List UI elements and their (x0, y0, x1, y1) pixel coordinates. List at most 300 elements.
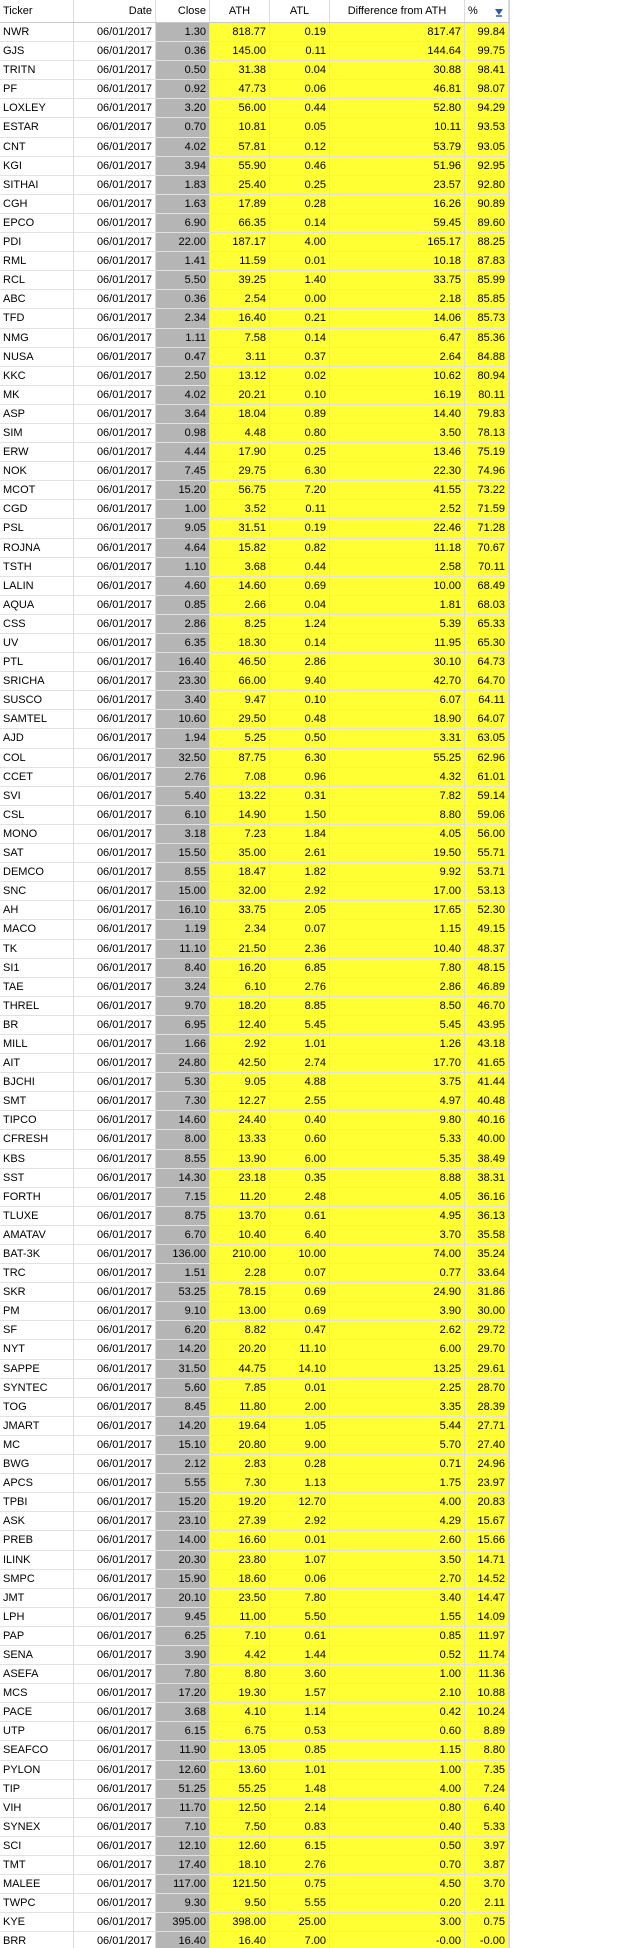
cell-date[interactable]: 06/01/2017 (74, 1111, 156, 1129)
cell-pct[interactable]: -0.00 (465, 1932, 509, 1948)
cell-atl[interactable]: 0.50 (270, 729, 330, 747)
cell-diff[interactable]: 9.80 (330, 1111, 465, 1129)
cell-ticker[interactable]: ERW (0, 443, 74, 461)
cell-ath[interactable]: 33.75 (210, 901, 270, 919)
table-row[interactable] (0, 539, 509, 558)
cell-ath[interactable]: 8.80 (210, 1665, 270, 1683)
cell-ath[interactable]: 24.40 (210, 1111, 270, 1129)
cell-close[interactable]: 0.85 (156, 596, 210, 614)
cell-date[interactable]: 06/01/2017 (74, 195, 156, 213)
table-row[interactable] (0, 1703, 509, 1722)
cell-atl[interactable]: 1.07 (270, 1551, 330, 1569)
cell-diff[interactable]: 817.47 (330, 23, 465, 41)
table-row[interactable] (0, 348, 509, 367)
cell-ath[interactable]: 2.92 (210, 1035, 270, 1053)
table-row[interactable] (0, 959, 509, 978)
cell-pct[interactable]: 59.06 (465, 806, 509, 824)
cell-date[interactable]: 06/01/2017 (74, 1169, 156, 1187)
cell-diff[interactable]: 19.50 (330, 844, 465, 862)
cell-ticker[interactable]: NYT (0, 1340, 74, 1358)
cell-pct[interactable]: 65.30 (465, 634, 509, 652)
cell-atl[interactable]: 7.20 (270, 481, 330, 499)
cell-date[interactable]: 06/01/2017 (74, 1130, 156, 1148)
cell-date[interactable]: 06/01/2017 (74, 1627, 156, 1645)
cell-close[interactable]: 4.02 (156, 138, 210, 156)
cell-pct[interactable]: 61.01 (465, 768, 509, 786)
table-row[interactable] (0, 367, 509, 386)
cell-pct[interactable]: 92.80 (465, 176, 509, 194)
cell-ath[interactable]: 15.82 (210, 539, 270, 557)
cell-diff[interactable]: 1.55 (330, 1608, 465, 1626)
cell-close[interactable]: 1.66 (156, 1035, 210, 1053)
cell-atl[interactable]: 1.48 (270, 1780, 330, 1798)
cell-date[interactable]: 06/01/2017 (74, 1761, 156, 1779)
cell-ticker[interactable]: VIH (0, 1799, 74, 1817)
cell-diff[interactable]: 8.80 (330, 806, 465, 824)
cell-close[interactable]: 9.05 (156, 519, 210, 537)
cell-ticker[interactable]: MONO (0, 825, 74, 843)
cell-ath[interactable]: 66.35 (210, 214, 270, 232)
cell-atl[interactable]: 6.30 (270, 749, 330, 767)
cell-date[interactable]: 06/01/2017 (74, 157, 156, 175)
cell-ticker[interactable]: TPBI (0, 1493, 74, 1511)
cell-pct[interactable]: 48.15 (465, 959, 509, 977)
cell-date[interactable]: 06/01/2017 (74, 1035, 156, 1053)
cell-diff[interactable]: 18.90 (330, 710, 465, 728)
cell-diff[interactable]: 1.00 (330, 1665, 465, 1683)
cell-close[interactable]: 53.25 (156, 1283, 210, 1301)
cell-date[interactable]: 06/01/2017 (74, 749, 156, 767)
cell-close[interactable]: 1.94 (156, 729, 210, 747)
cell-close[interactable]: 4.02 (156, 386, 210, 404)
table-row[interactable] (0, 710, 509, 729)
cell-ticker[interactable]: ASP (0, 405, 74, 423)
cell-atl[interactable]: 0.46 (270, 157, 330, 175)
cell-ticker[interactable]: CCET (0, 768, 74, 786)
cell-atl[interactable]: 0.06 (270, 1570, 330, 1588)
cell-ticker[interactable]: AQUA (0, 596, 74, 614)
cell-close[interactable]: 12.10 (156, 1837, 210, 1855)
cell-atl[interactable]: 1.84 (270, 825, 330, 843)
cell-pct[interactable]: 84.88 (465, 348, 509, 366)
cell-ticker[interactable]: SNC (0, 882, 74, 900)
cell-pct[interactable]: 28.39 (465, 1398, 509, 1416)
cell-close[interactable]: 11.70 (156, 1799, 210, 1817)
table-row[interactable] (0, 1436, 509, 1455)
cell-ath[interactable]: 121.50 (210, 1875, 270, 1893)
cell-ath[interactable]: 18.10 (210, 1856, 270, 1874)
cell-atl[interactable]: 0.07 (270, 920, 330, 938)
cell-close[interactable]: 11.90 (156, 1741, 210, 1759)
cell-ticker[interactable]: SCI (0, 1837, 74, 1855)
cell-pct[interactable]: 52.30 (465, 901, 509, 919)
cell-pct[interactable]: 68.03 (465, 596, 509, 614)
cell-date[interactable]: 06/01/2017 (74, 959, 156, 977)
cell-atl[interactable]: 6.85 (270, 959, 330, 977)
cell-date[interactable]: 06/01/2017 (74, 1665, 156, 1683)
cell-ticker[interactable]: SIM (0, 424, 74, 442)
cell-ticker[interactable]: SI1 (0, 959, 74, 977)
cell-pct[interactable]: 15.66 (465, 1531, 509, 1549)
cell-ticker[interactable]: NOK (0, 462, 74, 480)
cell-ticker[interactable]: LPH (0, 1608, 74, 1626)
cell-pct[interactable]: 40.00 (465, 1130, 509, 1148)
cell-ticker[interactable]: TRITN (0, 61, 74, 79)
cell-close[interactable]: 16.10 (156, 901, 210, 919)
table-row[interactable] (0, 138, 509, 157)
cell-ticker[interactable]: CSL (0, 806, 74, 824)
cell-atl[interactable]: 0.04 (270, 596, 330, 614)
cell-diff[interactable]: 1.15 (330, 920, 465, 938)
cell-date[interactable]: 06/01/2017 (74, 634, 156, 652)
cell-atl[interactable]: 1.13 (270, 1474, 330, 1492)
table-row[interactable] (0, 1340, 509, 1359)
table-row[interactable] (0, 1665, 509, 1684)
table-row[interactable] (0, 1493, 509, 1512)
cell-ticker[interactable]: TOG (0, 1398, 74, 1416)
cell-ticker[interactable]: KYE (0, 1913, 74, 1931)
table-row[interactable] (0, 61, 509, 80)
cell-close[interactable]: 395.00 (156, 1913, 210, 1931)
cell-ath[interactable]: 10.81 (210, 118, 270, 136)
cell-atl[interactable]: 1.05 (270, 1417, 330, 1435)
cell-ticker[interactable]: SENA (0, 1646, 74, 1664)
cell-ath[interactable]: 145.00 (210, 42, 270, 60)
cell-date[interactable]: 06/01/2017 (74, 1837, 156, 1855)
cell-pct[interactable]: 6.40 (465, 1799, 509, 1817)
cell-date[interactable]: 06/01/2017 (74, 1894, 156, 1912)
cell-pct[interactable]: 14.71 (465, 1551, 509, 1569)
cell-ticker[interactable]: CFRESH (0, 1130, 74, 1148)
cell-atl[interactable]: 1.01 (270, 1035, 330, 1053)
cell-close[interactable]: 8.40 (156, 959, 210, 977)
cell-ath[interactable]: 9.05 (210, 1073, 270, 1091)
cell-ath[interactable]: 87.75 (210, 749, 270, 767)
cell-pct[interactable]: 8.80 (465, 1741, 509, 1759)
cell-ticker[interactable]: MCOT (0, 481, 74, 499)
table-row[interactable] (0, 1608, 509, 1627)
table-row[interactable] (0, 768, 509, 787)
cell-pct[interactable]: 7.35 (465, 1761, 509, 1779)
cell-diff[interactable]: 46.81 (330, 80, 465, 98)
cell-close[interactable]: 4.44 (156, 443, 210, 461)
cell-close[interactable]: 1.63 (156, 195, 210, 213)
cell-diff[interactable]: 6.00 (330, 1340, 465, 1358)
cell-ticker[interactable]: TIP (0, 1780, 74, 1798)
cell-pct[interactable]: 3.97 (465, 1837, 509, 1855)
cell-ticker[interactable]: AMATAV (0, 1226, 74, 1244)
table-row[interactable] (0, 691, 509, 710)
header-close[interactable]: Close (156, 0, 210, 22)
cell-close[interactable]: 1.30 (156, 23, 210, 41)
table-row[interactable] (0, 1932, 509, 1948)
cell-pct[interactable]: 93.53 (465, 118, 509, 136)
cell-date[interactable]: 06/01/2017 (74, 61, 156, 79)
cell-atl[interactable]: 6.30 (270, 462, 330, 480)
cell-ath[interactable]: 3.52 (210, 500, 270, 518)
cell-diff[interactable]: 7.80 (330, 959, 465, 977)
cell-ticker[interactable]: JMART (0, 1417, 74, 1435)
cell-date[interactable]: 06/01/2017 (74, 138, 156, 156)
cell-date[interactable]: 06/01/2017 (74, 1340, 156, 1358)
cell-date[interactable]: 06/01/2017 (74, 1455, 156, 1473)
cell-date[interactable]: 06/01/2017 (74, 672, 156, 690)
table-row[interactable] (0, 920, 509, 939)
cell-ticker[interactable]: SITHAI (0, 176, 74, 194)
cell-close[interactable]: 4.60 (156, 577, 210, 595)
cell-ath[interactable]: 23.18 (210, 1169, 270, 1187)
cell-ticker[interactable]: NUSA (0, 348, 74, 366)
cell-atl[interactable]: 1.24 (270, 615, 330, 633)
cell-date[interactable]: 06/01/2017 (74, 1531, 156, 1549)
cell-ticker[interactable]: SAPPE (0, 1360, 74, 1378)
cell-date[interactable]: 06/01/2017 (74, 1913, 156, 1931)
cell-date[interactable]: 06/01/2017 (74, 615, 156, 633)
cell-date[interactable]: 06/01/2017 (74, 729, 156, 747)
cell-diff[interactable]: 42.70 (330, 672, 465, 690)
cell-atl[interactable]: 6.40 (270, 1226, 330, 1244)
cell-diff[interactable]: 16.26 (330, 195, 465, 213)
cell-atl[interactable]: 2.00 (270, 1398, 330, 1416)
table-row[interactable] (0, 443, 509, 462)
cell-close[interactable]: 117.00 (156, 1875, 210, 1893)
header-ath[interactable]: ATH (210, 0, 270, 22)
table-row[interactable] (0, 1379, 509, 1398)
cell-ticker[interactable]: SMPC (0, 1570, 74, 1588)
cell-date[interactable]: 06/01/2017 (74, 1780, 156, 1798)
cell-close[interactable]: 1.83 (156, 176, 210, 194)
table-row[interactable] (0, 1283, 509, 1302)
cell-close[interactable]: 1.41 (156, 252, 210, 270)
cell-ticker[interactable]: SYNEX (0, 1818, 74, 1836)
cell-close[interactable]: 1.51 (156, 1264, 210, 1282)
cell-date[interactable]: 06/01/2017 (74, 1856, 156, 1874)
cell-diff[interactable]: 13.25 (330, 1360, 465, 1378)
cell-diff[interactable]: 30.88 (330, 61, 465, 79)
cell-ath[interactable]: 39.25 (210, 271, 270, 289)
cell-date[interactable]: 06/01/2017 (74, 309, 156, 327)
cell-close[interactable]: 9.30 (156, 1894, 210, 1912)
cell-atl[interactable]: 0.61 (270, 1627, 330, 1645)
cell-diff[interactable]: 5.70 (330, 1436, 465, 1454)
cell-ath[interactable]: 13.05 (210, 1741, 270, 1759)
cell-atl[interactable]: 0.47 (270, 1321, 330, 1339)
cell-diff[interactable]: 10.00 (330, 577, 465, 595)
cell-diff[interactable]: 11.18 (330, 539, 465, 557)
table-row[interactable] (0, 844, 509, 863)
cell-pct[interactable]: 38.31 (465, 1169, 509, 1187)
cell-ath[interactable]: 17.89 (210, 195, 270, 213)
cell-ath[interactable]: 9.47 (210, 691, 270, 709)
cell-diff[interactable]: 30.10 (330, 653, 465, 671)
cell-pct[interactable]: 85.73 (465, 309, 509, 327)
cell-date[interactable]: 06/01/2017 (74, 1379, 156, 1397)
cell-pct[interactable]: 65.33 (465, 615, 509, 633)
cell-pct[interactable]: 23.97 (465, 1474, 509, 1492)
cell-ath[interactable]: 16.60 (210, 1531, 270, 1549)
table-row[interactable] (0, 863, 509, 882)
table-row[interactable] (0, 653, 509, 672)
cell-close[interactable]: 7.10 (156, 1818, 210, 1836)
cell-ath[interactable]: 11.80 (210, 1398, 270, 1416)
cell-close[interactable]: 15.10 (156, 1436, 210, 1454)
cell-ticker[interactable]: PF (0, 80, 74, 98)
cell-atl[interactable]: 6.15 (270, 1837, 330, 1855)
cell-ticker[interactable]: PTL (0, 653, 74, 671)
cell-atl[interactable]: 25.00 (270, 1913, 330, 1931)
table-row[interactable] (0, 214, 509, 233)
cell-pct[interactable]: 56.00 (465, 825, 509, 843)
cell-ticker[interactable]: AH (0, 901, 74, 919)
cell-ticker[interactable]: AJD (0, 729, 74, 747)
table-row[interactable] (0, 1054, 509, 1073)
table-row[interactable] (0, 1360, 509, 1379)
cell-pct[interactable]: 70.11 (465, 558, 509, 576)
cell-diff[interactable]: 2.60 (330, 1531, 465, 1549)
cell-ath[interactable]: 2.54 (210, 290, 270, 308)
cell-atl[interactable]: 2.55 (270, 1092, 330, 1110)
table-row[interactable] (0, 1092, 509, 1111)
cell-diff[interactable]: 53.79 (330, 138, 465, 156)
cell-pct[interactable]: 88.25 (465, 233, 509, 251)
cell-atl[interactable]: 2.48 (270, 1188, 330, 1206)
table-row[interactable] (0, 1474, 509, 1493)
cell-diff[interactable]: 2.64 (330, 348, 465, 366)
table-row[interactable] (0, 99, 509, 118)
cell-ticker[interactable]: CGH (0, 195, 74, 213)
table-row[interactable] (0, 901, 509, 920)
cell-close[interactable]: 2.50 (156, 367, 210, 385)
cell-pct[interactable]: 35.24 (465, 1245, 509, 1263)
cell-ticker[interactable]: PAP (0, 1627, 74, 1645)
cell-ath[interactable]: 7.10 (210, 1627, 270, 1645)
cell-close[interactable]: 3.40 (156, 691, 210, 709)
cell-ticker[interactable]: KBS (0, 1150, 74, 1168)
cell-ath[interactable]: 20.80 (210, 1436, 270, 1454)
cell-close[interactable]: 3.64 (156, 405, 210, 423)
cell-close[interactable]: 3.24 (156, 978, 210, 996)
cell-close[interactable]: 0.92 (156, 80, 210, 98)
cell-pct[interactable]: 43.95 (465, 1016, 509, 1034)
cell-diff[interactable]: 8.50 (330, 997, 465, 1015)
cell-diff[interactable]: 4.00 (330, 1780, 465, 1798)
cell-ath[interactable]: 42.50 (210, 1054, 270, 1072)
cell-ticker[interactable]: KGI (0, 157, 74, 175)
cell-date[interactable]: 06/01/2017 (74, 1608, 156, 1626)
cell-pct[interactable]: 64.11 (465, 691, 509, 709)
cell-atl[interactable]: 1.40 (270, 271, 330, 289)
cell-diff[interactable]: 4.00 (330, 1493, 465, 1511)
cell-ath[interactable]: 2.28 (210, 1264, 270, 1282)
cell-pct[interactable]: 29.70 (465, 1340, 509, 1358)
header-diff-from-ath[interactable]: Difference from ATH (330, 0, 465, 22)
cell-diff[interactable]: 3.50 (330, 424, 465, 442)
cell-ath[interactable]: 25.40 (210, 176, 270, 194)
cell-date[interactable]: 06/01/2017 (74, 1932, 156, 1948)
cell-atl[interactable]: 0.01 (270, 1379, 330, 1397)
cell-ticker[interactable]: PM (0, 1302, 74, 1320)
cell-diff[interactable]: 13.46 (330, 443, 465, 461)
cell-close[interactable]: 7.30 (156, 1092, 210, 1110)
cell-ath[interactable]: 8.82 (210, 1321, 270, 1339)
cell-ath[interactable]: 16.40 (210, 1932, 270, 1948)
cell-diff[interactable]: 3.00 (330, 1913, 465, 1931)
cell-atl[interactable]: 6.00 (270, 1150, 330, 1168)
cell-diff[interactable]: 3.75 (330, 1073, 465, 1091)
cell-ath[interactable]: 2.83 (210, 1455, 270, 1473)
cell-date[interactable]: 06/01/2017 (74, 844, 156, 862)
cell-atl[interactable]: 2.92 (270, 882, 330, 900)
cell-atl[interactable]: 11.10 (270, 1340, 330, 1358)
cell-diff[interactable]: 0.60 (330, 1722, 465, 1740)
table-row[interactable] (0, 1627, 509, 1646)
cell-atl[interactable]: 1.01 (270, 1761, 330, 1779)
table-row[interactable] (0, 1302, 509, 1321)
table-row[interactable] (0, 80, 509, 99)
cell-atl[interactable]: 3.60 (270, 1665, 330, 1683)
cell-diff[interactable]: 5.33 (330, 1130, 465, 1148)
cell-atl[interactable]: 2.36 (270, 940, 330, 958)
table-row[interactable] (0, 1130, 509, 1149)
cell-ticker[interactable]: COL (0, 749, 74, 767)
cell-diff[interactable]: 0.70 (330, 1856, 465, 1874)
cell-date[interactable]: 06/01/2017 (74, 940, 156, 958)
cell-diff[interactable]: 1.81 (330, 596, 465, 614)
cell-ath[interactable]: 4.10 (210, 1703, 270, 1721)
cell-atl[interactable]: 0.04 (270, 61, 330, 79)
cell-close[interactable]: 32.50 (156, 749, 210, 767)
cell-diff[interactable]: 8.88 (330, 1169, 465, 1187)
cell-pct[interactable]: 29.61 (465, 1360, 509, 1378)
table-row[interactable] (0, 1780, 509, 1799)
cell-atl[interactable]: 2.92 (270, 1512, 330, 1530)
cell-ath[interactable]: 31.38 (210, 61, 270, 79)
cell-ath[interactable]: 5.25 (210, 729, 270, 747)
cell-close[interactable]: 3.18 (156, 825, 210, 843)
cell-ath[interactable]: 14.60 (210, 577, 270, 595)
cell-close[interactable]: 2.86 (156, 615, 210, 633)
table-row[interactable] (0, 1741, 509, 1760)
cell-atl[interactable]: 0.80 (270, 424, 330, 442)
cell-date[interactable]: 06/01/2017 (74, 1245, 156, 1263)
cell-ath[interactable]: 23.50 (210, 1589, 270, 1607)
cell-diff[interactable]: 17.00 (330, 882, 465, 900)
cell-date[interactable]: 06/01/2017 (74, 1799, 156, 1817)
cell-close[interactable]: 11.10 (156, 940, 210, 958)
cell-ath[interactable]: 27.39 (210, 1512, 270, 1530)
cell-close[interactable]: 20.30 (156, 1551, 210, 1569)
cell-pct[interactable]: 71.59 (465, 500, 509, 518)
cell-ath[interactable]: 12.40 (210, 1016, 270, 1034)
cell-pct[interactable]: 40.48 (465, 1092, 509, 1110)
cell-diff[interactable]: 2.86 (330, 978, 465, 996)
cell-ticker[interactable]: CSS (0, 615, 74, 633)
cell-pct[interactable]: 11.74 (465, 1646, 509, 1664)
cell-diff[interactable]: 0.52 (330, 1646, 465, 1664)
cell-diff[interactable]: 2.58 (330, 558, 465, 576)
cell-ath[interactable]: 18.60 (210, 1570, 270, 1588)
cell-ticker[interactable]: TIPCO (0, 1111, 74, 1129)
cell-pct[interactable]: 46.89 (465, 978, 509, 996)
cell-pct[interactable]: 40.16 (465, 1111, 509, 1129)
cell-close[interactable]: 6.20 (156, 1321, 210, 1339)
cell-close[interactable]: 2.12 (156, 1455, 210, 1473)
cell-ticker[interactable]: APCS (0, 1474, 74, 1492)
cell-pct[interactable]: 99.84 (465, 23, 509, 41)
cell-atl[interactable]: 10.00 (270, 1245, 330, 1263)
cell-close[interactable]: 7.45 (156, 462, 210, 480)
cell-date[interactable]: 06/01/2017 (74, 863, 156, 881)
